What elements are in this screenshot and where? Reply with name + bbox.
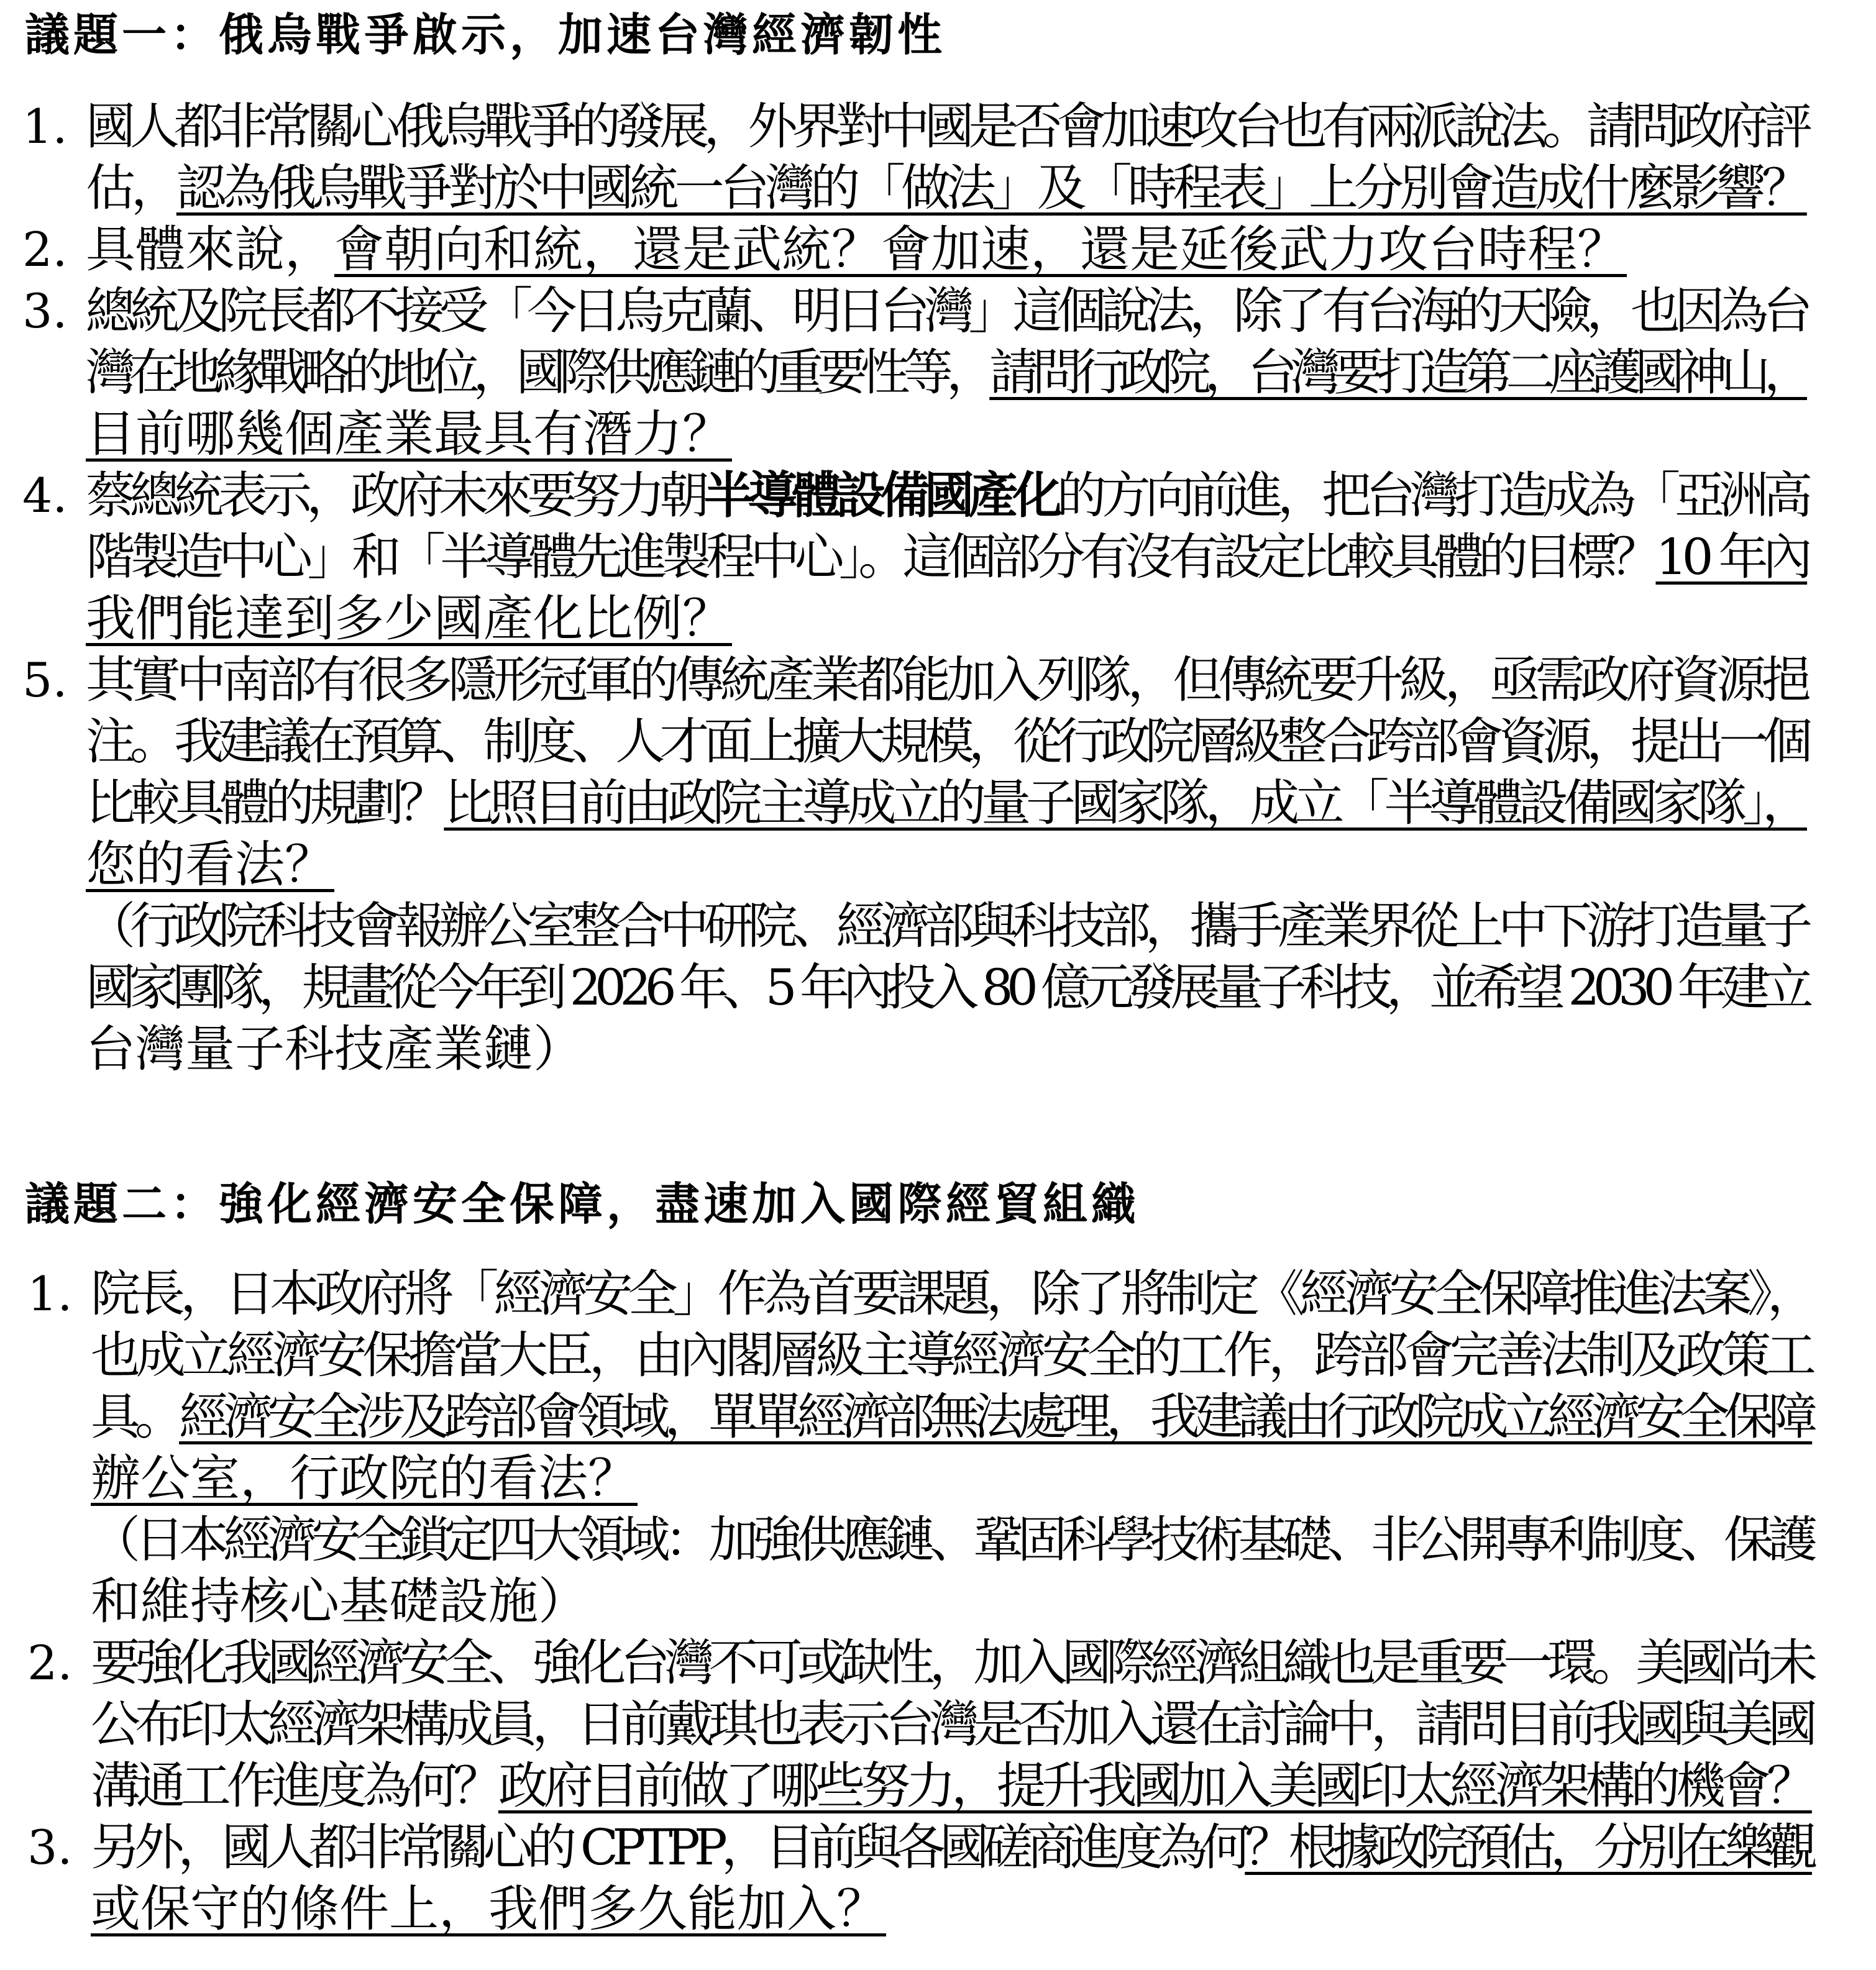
text-segment: 的方向前進，把台灣打造成為「亞洲高 (1056, 467, 1808, 524)
question-item (0, 649, 1816, 1080)
question-number: 5. (22, 652, 68, 708)
section-title: 議題一：俄烏戰爭啟示，加速台灣經濟韌性 (25, 9, 946, 61)
text-line (91, 1755, 1818, 1817)
text-line (91, 1694, 1818, 1755)
text-line (91, 1386, 1818, 1448)
text-line (86, 526, 1816, 588)
text-line (91, 1817, 1818, 1878)
text-line (86, 1018, 1816, 1080)
text-segment: （日本經濟安全鎖定四大領域：加強供應鏈、鞏固科學技術基礎、非公開專利制度、保護 (91, 1511, 1813, 1569)
text-segment: 其實中南部有很多隱形冠軍的傳統產業都能加入列隊，但傳統要升級，亟需政府資源挹 (86, 651, 1807, 709)
text-line (86, 834, 1816, 895)
underlined-text: 認為俄烏戰爭對於中國統一台灣的「做法」及「時程表」上分別會造成什麼影響？ (176, 159, 1807, 217)
text-segment: 溝通工作進度為何？ (91, 1757, 499, 1815)
text-line (86, 895, 1816, 957)
text-line (86, 157, 1816, 219)
text-segment: 蔡總統表示，政府未來要努力朝 (86, 467, 704, 524)
question-item (0, 1817, 1818, 1940)
text-line (91, 1263, 1818, 1325)
underlined-text: 辦公室，行政院的看法？ (91, 1449, 638, 1507)
underlined-text: 比照目前由政院主導成立的量子國家隊，成立「半導體設備國家隊」， (444, 774, 1807, 832)
question-list (0, 96, 1876, 1080)
text-segment: 階製造中心」和「半導體先進製程中心」。這個部分有沒有設定比較具體的目標？ (86, 528, 1656, 586)
text-line (91, 1509, 1818, 1571)
text-segment: 和維持核心基礎設施） (91, 1572, 588, 1630)
text-line (91, 1632, 1818, 1694)
section-1 (0, 4, 1876, 1080)
text-line (86, 772, 1816, 834)
underlined-text: 請問行政院，台灣要打造第二座護國神山， (989, 344, 1807, 401)
text-line (86, 465, 1816, 526)
underlined-text: 目前哪幾個產業最具有潛力？ (86, 405, 732, 463)
question-list (0, 1263, 1876, 1940)
text-line (91, 1325, 1818, 1386)
text-segment: 比較具體的規劃？ (86, 774, 444, 832)
text-segment: 國人都非常關心俄烏戰爭的發展，外界對中國是否會加速攻台也有兩派說法。請問政府評 (86, 98, 1808, 155)
text-line (86, 957, 1816, 1018)
underlined-text: 經濟安全涉及跨部會領域，單單經濟部無法處理，我建議由行政院成立經濟安全保障 (179, 1388, 1813, 1446)
text-segment: 具體來說， (86, 221, 334, 278)
text-line (86, 96, 1816, 157)
text-segment: 公布印太經濟架構成員，日前戴琪也表示台灣是否加入還在討論中，請問目前我國與美國 (91, 1695, 1813, 1753)
text-line (91, 1878, 1818, 1940)
text-line (91, 1448, 1818, 1509)
question-number: 1. (22, 99, 68, 154)
question-number: 3. (27, 1820, 73, 1875)
question-number: 4. (22, 468, 68, 523)
question-number: 1. (27, 1266, 73, 1321)
underlined-text: 10 年內 (1655, 528, 1808, 586)
text-segment: 要強化我國經濟安全、強化台灣不可或缺性，加入國際經濟組織也是重要一環。美國尚未 (91, 1634, 1813, 1692)
text-segment: 灣在地緣戰略的地位，國際供應鏈的重要性等， (86, 344, 990, 401)
text-line (91, 1571, 1818, 1632)
text-segment: 台灣量子科技產業鏈） (86, 1020, 583, 1078)
text-segment: 另外，國人都非常關心的 CPTPP，目前與各國磋商進度為何 (91, 1818, 1245, 1876)
text-line (86, 280, 1816, 342)
underlined-text: ？根據政院預估，分別在樂觀 (1245, 1818, 1812, 1876)
underlined-text: 或保守的條件上，我們多久能加入？ (91, 1880, 886, 1938)
question-item (0, 1263, 1818, 1632)
section-title: 議題二：強化經濟安全保障，盡速加入國際經貿組織 (25, 1178, 1140, 1230)
question-number: 3. (22, 283, 68, 339)
question-item (0, 219, 1816, 280)
text-line (86, 588, 1816, 649)
question-item (0, 96, 1816, 219)
text-segment: （行政院科技會報辦公室整合中研院、經濟部與科技部，攜手產業界從上中下游打造量子 (86, 897, 1808, 955)
text-segment: 注。我建議在預算、制度、人才面上擴大規模，從行政院層級整合跨部會資源，提出一個 (86, 713, 1808, 770)
underlined-text: 我們能達到多少國產化比例？ (86, 590, 732, 647)
underlined-text: 您的看法？ (86, 836, 334, 893)
question-number: 2. (27, 1635, 73, 1690)
text-segment: 具。 (91, 1388, 180, 1446)
text-segment: 總統及院長都不接受「今日烏克蘭、明日台灣」這個說法，除了有台海的天險，也因為台 (86, 282, 1808, 340)
underlined-text: 政府目前做了哪些努力，提升我國加入美國印太經濟架構的機會？ (498, 1757, 1812, 1815)
text-segment: 估， (86, 159, 176, 217)
text-segment: 院長，日本政府將「經濟安全」作為首要課題，除了將制定《經濟安全保障推進法案》， (91, 1265, 1812, 1323)
question-item (0, 280, 1816, 465)
text-line (86, 649, 1816, 711)
section-2 (0, 1173, 1876, 1940)
text-line (86, 711, 1816, 772)
text-segment: 也成立經濟安保擔當大臣，由內閣層級主導經濟安全的工作，跨部會完善法制及政策工 (91, 1326, 1812, 1384)
text-line (86, 342, 1816, 403)
question-item (0, 465, 1816, 649)
text-line (86, 219, 1816, 280)
question-number: 2. (22, 222, 68, 277)
question-item (0, 1632, 1818, 1817)
text-line (86, 403, 1816, 465)
underlined-text: 會朝向和統，還是武統？會加速，還是延後武力攻台時程？ (334, 221, 1627, 278)
text-segment: 國家團隊，規畫從今年到 2026 年、5 年內投入 80 億元發展量子科技，並希望 2030 年建立 (86, 959, 1807, 1016)
bold-text: 半導體設備國產化 (703, 467, 1057, 524)
